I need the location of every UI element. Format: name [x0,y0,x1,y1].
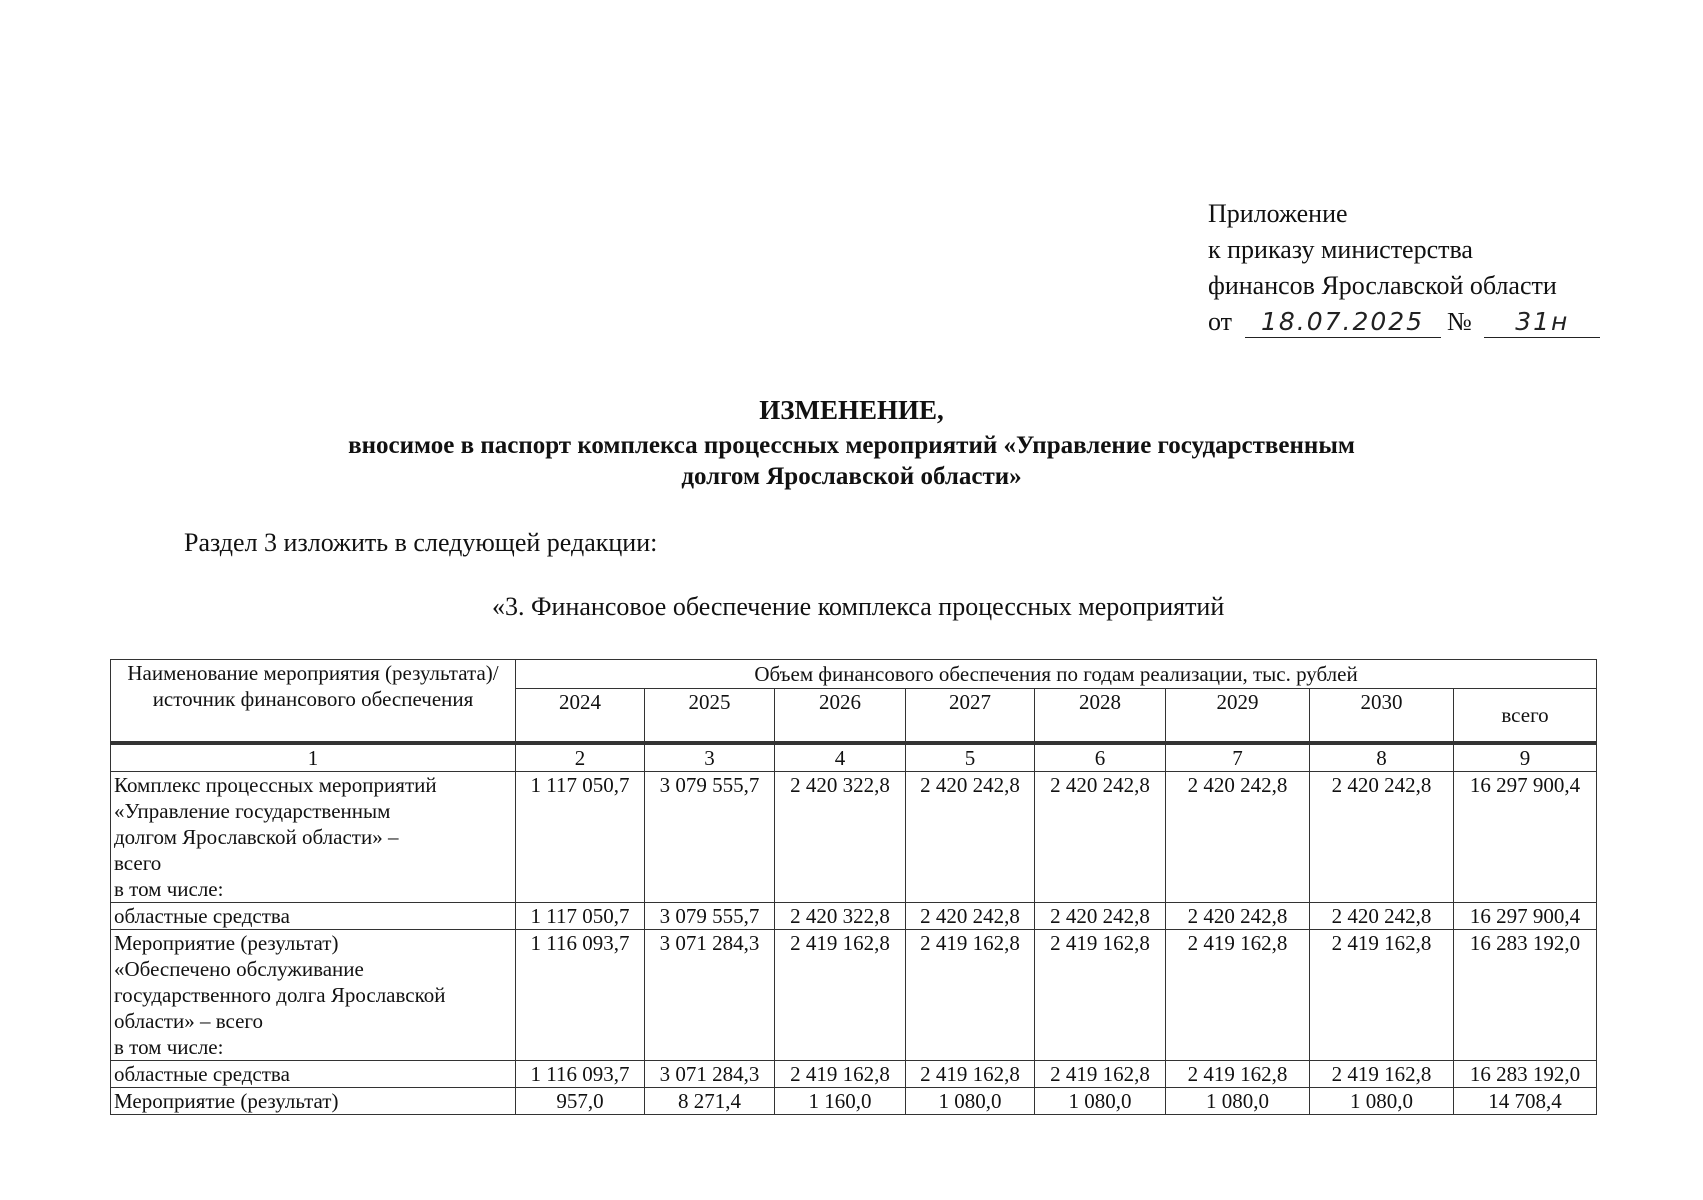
value-cell: 14 708,4 [1454,1088,1597,1115]
value-cell: 2 420 242,8 [1035,903,1166,930]
value-cell: 3 079 555,7 [645,772,775,903]
value-cell: 957,0 [516,1088,645,1115]
value-cell: 1 117 050,7 [516,772,645,903]
column-number-cell: 6 [1035,743,1166,772]
row-name-line: областные средства [114,904,290,928]
value-cell: 2 420 322,8 [775,903,906,930]
value-cell: 2 419 162,8 [1035,930,1166,1061]
handwritten-date: 18.07.2025 [1245,307,1441,338]
value-cell: 2 420 242,8 [1035,772,1166,903]
handwritten-order-number: 31н [1484,307,1600,338]
value-cell: 1 117 050,7 [516,903,645,930]
header-row [111,660,1597,689]
value-cell: 2 419 162,8 [906,1061,1035,1088]
value-cell: 1 160,0 [775,1088,906,1115]
value-cell: 1 080,0 [906,1088,1035,1115]
value-cell: 1 080,0 [1310,1088,1454,1115]
appendix-line: к приказу министерства [1208,235,1473,264]
value-cell: 2 420 242,8 [1310,903,1454,930]
row-name-line: областные средства [114,1062,290,1086]
year-cell: 2027 [906,689,1035,744]
value-cell: 16 297 900,4 [1454,772,1597,903]
row-name-line: всего [114,851,162,875]
header-group-cell: Объем финансового обеспечения по годам реализации, тыс. рублей [516,660,1597,689]
document-title: ИЗМЕНЕНИЕ, [759,395,944,425]
value-cell: 2 420 242,8 [906,903,1035,930]
column-number-cell: 3 [645,743,775,772]
value-cell: 2 419 162,8 [1310,930,1454,1061]
value-cell: 2 419 162,8 [775,1061,906,1088]
appendix-block [1208,196,1600,340]
value-cell: 1 116 093,7 [516,930,645,1061]
row-name-cell [111,930,516,1061]
value-cell: 1 080,0 [1166,1088,1310,1115]
year-cell: 2024 [516,689,645,744]
row-name-line: в том числе: [114,877,224,901]
table-row [111,930,1597,1061]
row-name-line: Комплекс процессных мероприятий [114,773,437,797]
value-cell: 2 420 242,8 [1310,772,1454,903]
value-cell: 3 071 284,3 [645,1061,775,1088]
row-name-cell [111,903,516,930]
value-cell: 2 419 162,8 [1035,1061,1166,1088]
row-name-line: «Обеспечено обслуживание [114,957,364,981]
value-cell: 8 271,4 [645,1088,775,1115]
financing-table [110,659,1597,1115]
value-cell: 3 071 284,3 [645,930,775,1061]
value-cell: 2 420 242,8 [1166,903,1310,930]
year-cell: 2030 [1310,689,1454,744]
column-number-cell: 7 [1166,743,1310,772]
column-number-cell: 1 [111,743,516,772]
number-sign: № [1447,307,1472,336]
appendix-date-line [1208,304,1600,340]
value-cell: 2 419 162,8 [775,930,906,1061]
intro-paragraph: Раздел 3 изложить в следующей редакции: [184,528,658,557]
table-row [111,1061,1597,1088]
year-cell: 2028 [1035,689,1166,744]
row-name-line: в том числе: [114,1035,224,1059]
value-cell: 2 419 162,8 [906,930,1035,1061]
row-name-cell [111,1088,516,1115]
table-row [111,772,1597,903]
value-cell: 16 283 192,0 [1454,930,1597,1061]
value-cell: 2 419 162,8 [1166,930,1310,1061]
value-cell: 2 420 322,8 [775,772,906,903]
column-number-cell: 4 [775,743,906,772]
year-cell-total: всего [1454,689,1597,744]
table-row [111,1088,1597,1115]
column-number-row [111,743,1597,772]
value-cell: 1 116 093,7 [516,1061,645,1088]
column-number-cell: 9 [1454,743,1597,772]
year-cell: 2029 [1166,689,1310,744]
row-name-line: области» – всего [114,1009,263,1033]
table-row [111,903,1597,930]
appendix-line: Приложение [1208,199,1348,228]
row-name-line: Мероприятие (результат) [114,1089,339,1113]
row-name-line: «Управление государственным [114,799,391,823]
year-cell: 2025 [645,689,775,744]
column-number-cell: 2 [516,743,645,772]
row-name-line: долгом Ярославской области» – [114,825,399,849]
date-prefix: от [1208,307,1233,336]
section-heading: «3. Финансовое обеспечение комплекса процессных мероприятий [492,592,1225,621]
year-cell: 2026 [775,689,906,744]
value-cell: 16 297 900,4 [1454,903,1597,930]
table-body [111,660,1597,1115]
value-cell: 2 419 162,8 [1166,1061,1310,1088]
document-subtitle-line2: долгом Ярославской области» [681,463,1022,490]
value-cell: 16 283 192,0 [1454,1061,1597,1088]
value-cell: 1 080,0 [1035,1088,1166,1115]
header-name-cell: Наименование мероприятия (результата)/ источник финансового обеспечения [111,660,516,744]
row-name-line: государственного долга Ярославской [114,983,446,1007]
column-number-cell: 5 [906,743,1035,772]
row-name-line: Мероприятие (результат) [114,931,339,955]
value-cell: 2 420 242,8 [1166,772,1310,903]
row-name-cell [111,772,516,903]
row-name-cell [111,1061,516,1088]
value-cell: 3 079 555,7 [645,903,775,930]
column-number-cell: 8 [1310,743,1454,772]
appendix-line: финансов Ярославской области [1208,271,1557,300]
value-cell: 2 419 162,8 [1310,1061,1454,1088]
document-subtitle-line1: вносимое в паспорт комплекса процессных мероприятий «Управление государственным [348,432,1355,459]
value-cell: 2 420 242,8 [906,772,1035,903]
